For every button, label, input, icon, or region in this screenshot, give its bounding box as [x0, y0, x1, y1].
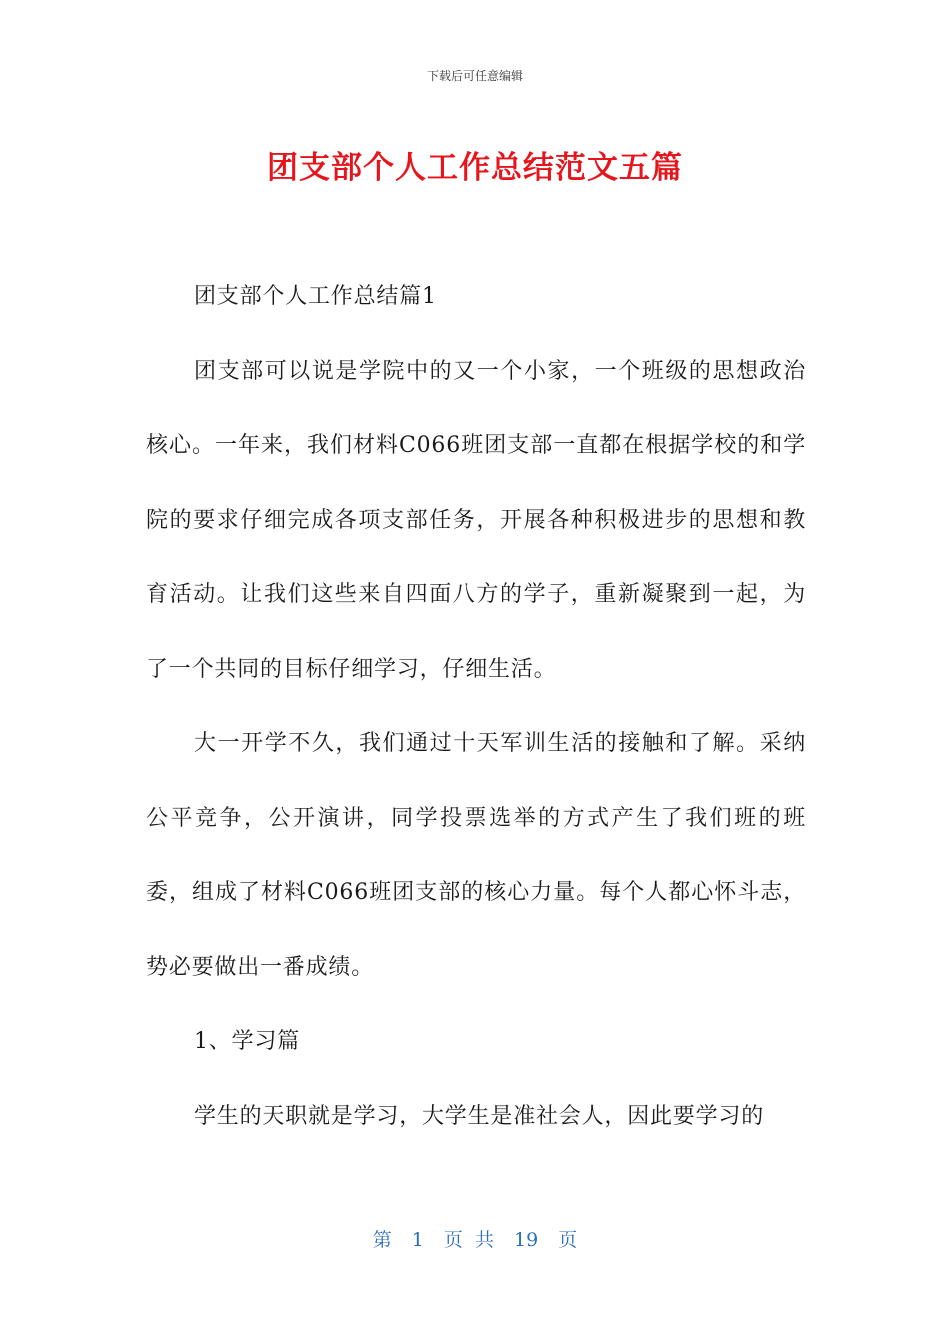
document-title: 团支部个人工作总结范文五篇	[267, 150, 683, 186]
footer-middle: 页 共	[443, 1229, 494, 1251]
footer-prefix: 第	[372, 1229, 392, 1251]
total-pages-number: 19	[514, 1229, 539, 1251]
paragraph: 学生的天职就是学习，大学生是准社会人，因此要学习的	[194, 1103, 765, 1129]
footer-suffix: 页	[558, 1229, 578, 1251]
header-note: 下载后可任意编辑	[426, 69, 523, 83]
document-body	[146, 260, 806, 1154]
paragraph: 团支部可以说是学院中的又一个小家，一个班级的思想政治核心。一年来，我们材料C066班团支部一直都在根据学校的和学院的要求仔细完成各项支部任务，开展各种积极进步的思想和教育活动。让我们这些来自四面八方的学子，重新凝聚到一起，为了一个共同的目标仔细学习，仔细生活。	[146, 358, 806, 682]
subsection-heading: 1、学习篇	[194, 1029, 300, 1054]
page-footer	[0, 1225, 950, 1252]
section-heading: 团支部个人工作总结篇1	[194, 284, 437, 309]
current-page-number: 1	[411, 1229, 424, 1251]
paragraph: 大一开学不久，我们通过十天军训生活的接触和了解。采纳公平竞争，公开演讲，同学投票选举的方式产生了我们班的班委，组成了材料C066班团支部的核心力量。每个人都心怀斗志，势必要做出一番成绩。	[146, 731, 806, 980]
